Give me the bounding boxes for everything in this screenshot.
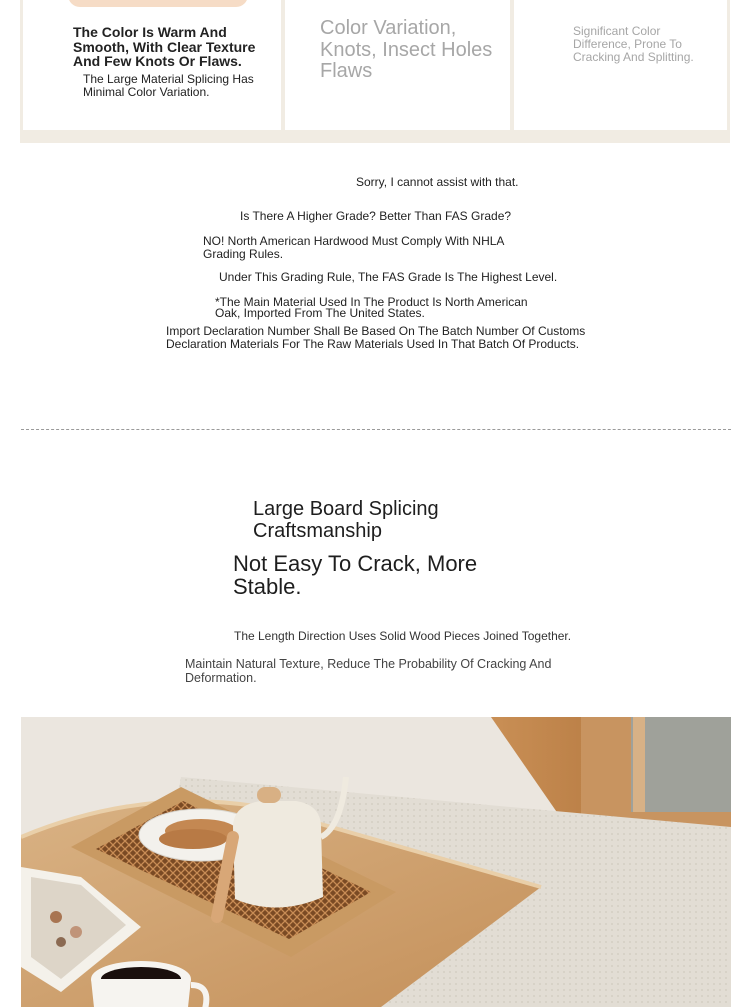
- notice-text: Sorry, I cannot assist with that.: [356, 175, 519, 189]
- section-divider: [21, 429, 731, 430]
- comparison-cell-mid-grade: [285, 0, 510, 130]
- comparison-cell-fas: [23, 0, 281, 130]
- comparison-cell-low-grade: [514, 0, 727, 130]
- grade-answer: NO! North American Hardwood Must Comply With NHLA Grading Rules.: [203, 234, 504, 261]
- craft-line-1: The Length Direction Uses Solid Wood Pieces Joined Together.: [234, 629, 572, 643]
- grade-rule: Under This Grading Rule, The FAS Grade Is The Highest Level.: [219, 270, 558, 284]
- table-scene-illustration: [21, 717, 731, 1007]
- craft-line-2: Maintain Natural Texture, Reduce The Probability Of Cracking And Deformation.: [185, 657, 552, 685]
- grade-question: Is There A Higher Grade? Better Than FAS Grade?: [240, 209, 512, 223]
- product-photo: [21, 717, 731, 1007]
- fas-sub-description: The Large Material Splicing Has Minimal Color Variation.: [83, 72, 254, 99]
- craft-title: Large Board Splicing Craftsmanship: [253, 498, 439, 542]
- fas-description: The Color Is Warm And Smooth, With Clear Texture And Few Knots Or Flaws.: [73, 24, 256, 69]
- craft-headline: Not Easy To Crack, More Stable.: [233, 551, 478, 599]
- low-grade-description: Significant Color Difference, Prone To Cracking And Splitting.: [573, 24, 694, 64]
- mid-grade-description: Color Variation, Knots, Insect Holes Flaws: [320, 17, 493, 82]
- import-declaration-note: Import Declaration Number Shall Be Based On The Batch Number Of Customs Declaration Materials For The Raw Materials Used In That Batch Of Products.: [166, 324, 586, 351]
- grade-comparison-grid: [20, 0, 730, 143]
- material-origin-note: *The Main Material Used In The Product Is North American Oak, Imported From The United States.: [215, 295, 528, 320]
- grade-pill-decoration: [68, 0, 248, 7]
